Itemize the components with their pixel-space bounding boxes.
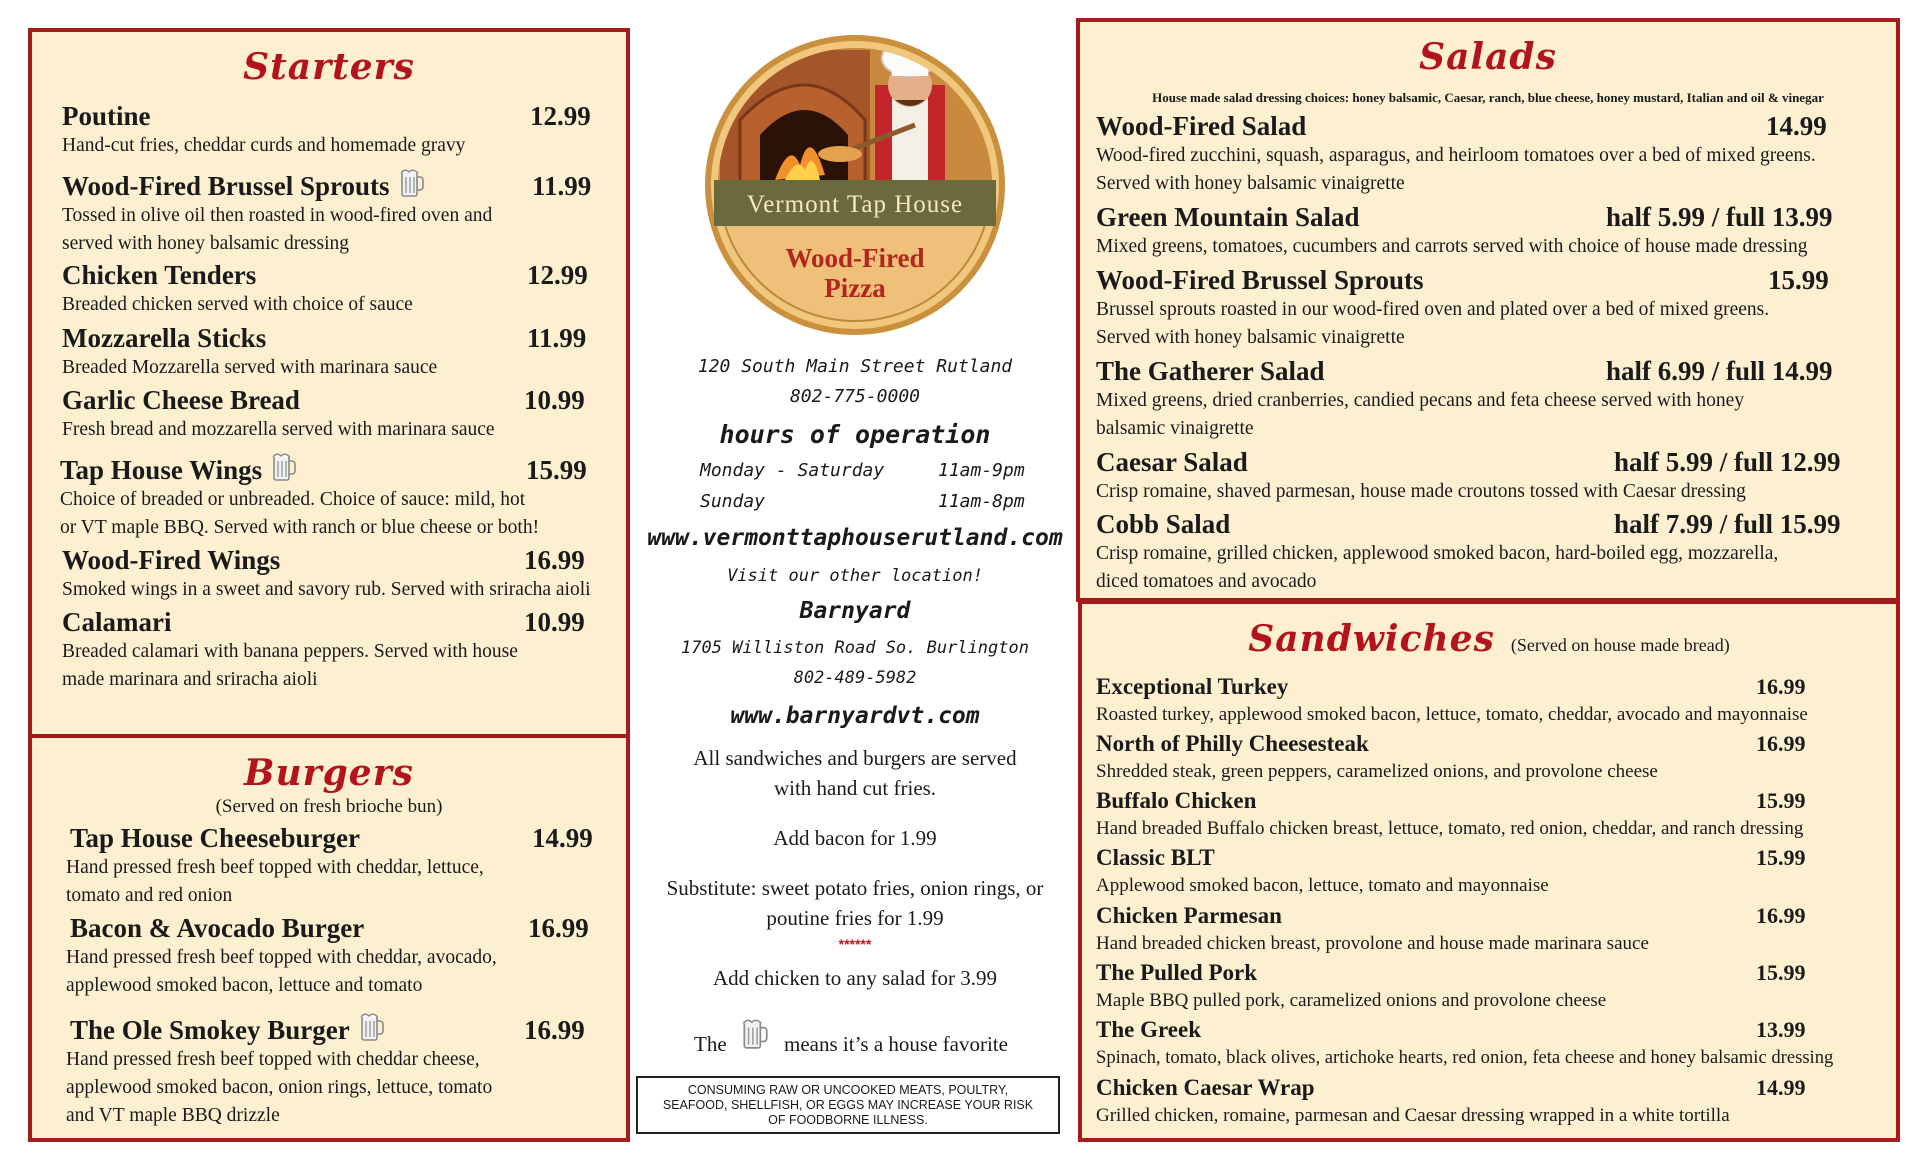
salad-item [1096,201,1886,261]
starter-price: 12.99 [530,101,591,131]
starter-item [62,384,585,444]
sandwich-name: Chicken Parmesan [1096,903,1282,928]
burger-price: 16.99 [528,913,589,943]
sandwich-item [1096,729,1896,786]
salad-item [1096,508,1886,596]
salad-desc: Wood-fired zucchini, squash, asparagus, and heirloom tomatoes over a bed of mixed greens. [1096,145,1816,166]
burger-desc: Hand pressed fresh beef topped with cheddar, lettuce, [66,857,484,878]
starters-panel [28,28,630,738]
other-location-name: Barnyard [799,598,911,624]
salad-desc: Mixed greens, tomatoes, cucumbers and carrots served with choice of house made dressing [1096,236,1808,257]
starter-item [62,544,622,604]
salad-name: Wood-Fired Salad [1096,111,1307,141]
sandwich-item [1096,1015,1896,1072]
starter-item [62,322,587,382]
burgers-title: Burgers [244,752,414,794]
starter-name: Chicken Tenders [62,260,257,290]
visit-other-location: Visit our other location! [727,566,983,586]
hours-days: Sunday [700,491,766,512]
starter-desc: served with honey balsamic dressing [62,233,350,254]
favorite-legend-prefix: The [694,1032,727,1056]
salad-item [1096,446,1886,506]
starter-desc: Tossed in olive oil then roasted in wood-fired oven and [62,205,493,226]
sandwich-price: 16.99 [1756,674,1806,699]
warning-line: OF FOODBORNE ILLNESS. [768,1113,928,1127]
fries-note: with hand cut fries. [773,776,937,800]
salad-price: 14.99 [1766,111,1827,141]
salad-name: Green Mountain Salad [1096,202,1360,232]
sandwich-item [1096,958,1896,1015]
burger-desc: applewood smoked bacon, lettuce and tomato [66,975,423,996]
starter-price: 11.99 [532,171,592,201]
starter-name: Tap House Wings [60,455,263,485]
sandwich-price: 16.99 [1756,903,1806,928]
starter-price: 10.99 [524,607,585,637]
sandwich-item [1096,901,1896,958]
starter-price: 16.99 [524,545,585,575]
hours-title: hours of operation [719,420,991,449]
favorite-legend-text: means it’s a house favorite [784,1032,1008,1056]
salad-desc: Served with honey balsamic vinaigrette [1096,327,1405,348]
salad-desc: diced tomatoes and avocado [1096,571,1317,592]
hours-row [700,491,1040,512]
starter-desc: Fresh bread and mozzarella served with marinara sauce [62,419,495,440]
sandwich-price: 15.99 [1756,788,1806,813]
other-location-address: 1705 Williston Road So. Burlington [681,638,1029,658]
salads-title: Salads [1419,36,1557,78]
starter-item [62,100,591,160]
website-link[interactable]: www.vermonttaphouserutland.com [647,525,1063,551]
stars-divider: ****** [838,936,872,952]
house-favorite-mug-icon [360,1012,384,1042]
sandwich-desc: Applewood smoked bacon, lettuce, tomato and mayonnaise [1096,875,1549,896]
sandwich-desc: Hand breaded Buffalo chicken breast, lettuce, tomato, red onion, cheddar, and ranch dressing [1096,818,1804,839]
other-location-phone: 802-489-5982 [793,668,917,688]
sandwich-price: 15.99 [1756,845,1806,870]
sandwich-name: The Pulled Pork [1096,960,1258,985]
starter-item [62,259,588,319]
substitute-note: Substitute: sweet potato fries, onion rings, or [666,876,1044,900]
starter-item [62,606,585,694]
salad-name: Cobb Salad [1096,509,1231,539]
sandwich-price: 15.99 [1756,960,1806,985]
sandwich-name: Exceptional Turkey [1096,674,1289,699]
salad-item [1096,264,1886,352]
sandwich-item [1096,843,1896,900]
salad-desc: Served with honey balsamic vinaigrette [1096,173,1405,194]
starter-price: 11.99 [527,323,587,353]
starter-desc: made marinara and sriracha aioli [62,669,318,690]
salad-price: half 5.99 / full 13.99 [1606,202,1833,232]
phone: 802-775-0000 [789,386,921,407]
burger-desc: Hand pressed fresh beef topped with cheddar, avocado, [66,947,497,968]
sandwich-item [1096,672,1896,729]
sandwich-price: 13.99 [1756,1017,1806,1042]
logo-tagline-line2: Pizza [824,273,886,303]
sandwich-price: 16.99 [1756,731,1806,756]
sandwich-item [1096,786,1896,843]
warning-line: CONSUMING RAW OR UNCOOKED MEATS, POULTRY, [687,1083,1009,1097]
starter-name: Poutine [62,101,151,131]
burger-price: 16.99 [524,1015,585,1045]
fries-note: All sandwiches and burgers are served [693,746,1017,770]
house-favorite-mug-icon [400,168,424,198]
sandwich-desc: Hand breaded chicken breast, provolone and house made marinara sauce [1096,933,1649,954]
sandwich-name: Buffalo Chicken [1096,788,1257,813]
starter-price: 10.99 [524,385,585,415]
starter-item [62,170,622,258]
burger-item [66,1014,630,1130]
sandwich-desc: Shredded steak, green peppers, caramelized onions, and provolone cheese [1096,761,1658,782]
warning-line: SEAFOOD, SHELLFISH, OR EGGS MAY INCREASE YOUR RISK [662,1098,1034,1112]
starters-title: Starters [243,46,415,88]
burger-name: The Ole Smokey Burger [70,1015,350,1045]
starter-desc: Smoked wings in a sweet and savory rub. Served with sriracha aioli [62,579,591,600]
starter-name: Calamari [62,607,172,637]
burgers-panel [28,734,630,1142]
starter-name: Wood-Fired Wings [62,545,281,575]
hours-time: 11am-9pm [938,460,1025,481]
salads-dressing-note: House made salad dressing choices: honey balsamic, Caesar, ranch, blue cheese, honey mustard, Italian and oil & vinegar [1152,90,1824,105]
logo-brand-text: Vermont Tap House [746,191,964,218]
sandwich-item [1096,1073,1896,1130]
burger-name: Bacon & Avocado Burger [70,913,365,943]
salad-name: The Gatherer Salad [1096,356,1325,386]
hours-days: Monday - Saturday [700,460,885,481]
sandwich-price: 14.99 [1756,1075,1806,1100]
sandwich-name: Classic BLT [1096,845,1215,870]
logo-tagline-line1: Wood-Fired [785,243,925,273]
burger-desc: and VT maple BBQ drizzle [66,1105,280,1126]
sandwich-desc: Maple BBQ pulled pork, caramelized onions and provolone cheese [1096,990,1607,1011]
salad-desc: Crisp romaine, shaved parmesan, house made croutons tossed with Caesar dressing [1096,481,1746,502]
salad-desc: Mixed greens, dried cranberries, candied pecans and feta cheese served with honey [1096,390,1745,411]
starter-price: 15.99 [526,455,587,485]
substitute-note: poutine fries for 1.99 [766,906,944,930]
starter-desc: Choice of breaded or unbreaded. Choice of sauce: mild, hot [60,489,526,510]
starter-price: 12.99 [527,260,588,290]
burger-name: Tap House Cheeseburger [70,823,361,853]
burger-item [66,912,610,1000]
burgers-note: (Served on fresh brioche bun) [215,796,443,817]
starter-name: Garlic Cheese Bread [62,385,300,415]
salad-desc: balsamic vinaigrette [1096,418,1254,439]
sandwich-desc: Grilled chicken, romaine, parmesan and Caesar dressing wrapped in a white tortilla [1096,1105,1730,1126]
salad-price: half 5.99 / full 12.99 [1614,447,1841,477]
house-favorite-mug-icon [272,452,296,482]
hours-time: 11am-8pm [938,491,1025,512]
starter-desc: Breaded calamari with banana peppers. Served with house [62,641,518,662]
burger-desc: Hand pressed fresh beef topped with cheddar cheese, [66,1049,480,1070]
salad-price: half 7.99 / full 15.99 [1614,509,1841,539]
sandwich-desc: Roasted turkey, applewood smoked bacon, lettuce, tomato, cheddar, avocado and mayonnaise [1096,704,1808,725]
starter-desc: Hand-cut fries, cheddar curds and homemade gravy [62,135,466,156]
vermont-tap-house-logo [700,30,1010,340]
burger-desc: applewood smoked bacon, onion rings, lettuce, tomato [66,1077,493,1098]
salad-desc: Crisp romaine, grilled chicken, applewood smoked bacon, hard-boiled egg, mozzarella, [1096,543,1779,564]
salad-price: half 6.99 / full 14.99 [1606,356,1833,386]
sandwich-desc: Spinach, tomato, black olives, artichoke hearts, red onion, feta cheese and honey balsamic dressing [1096,1047,1834,1068]
salad-name: Caesar Salad [1096,447,1248,477]
house-favorite-mug-icon [742,1018,768,1050]
starter-name: Wood-Fired Brussel Sprouts [62,171,390,201]
sandwiches-panel [1078,600,1900,1142]
burger-desc: tomato and red onion [66,885,233,906]
sandwiches-note: (Served on house made bread) [1510,635,1730,655]
address: 120 South Main Street Rutland [697,356,1013,377]
chicken-note: Add chicken to any salad for 3.99 [712,966,997,990]
other-location-site[interactable]: www.barnyardvt.com [730,703,980,729]
burger-price: 14.99 [532,823,593,853]
salad-desc: Brussel sprouts roasted in our wood-fired oven and plated over a bed of mixed greens. [1096,299,1770,320]
sandwich-name: Chicken Caesar Wrap [1096,1075,1315,1100]
starter-desc: Breaded chicken served with choice of sauce [62,294,413,315]
burger-item [66,822,610,910]
starter-desc: Breaded Mozzarella served with marinara sauce [62,357,438,378]
sandwich-name: North of Philly Cheesesteak [1096,731,1369,756]
salad-item [1096,110,1886,198]
food-safety-warning [636,1076,1060,1134]
salad-name: Wood-Fired Brussel Sprouts [1096,265,1424,295]
starter-item [60,454,620,542]
bacon-note: Add bacon for 1.99 [773,826,937,850]
sandwiches-title: Sandwiches [1248,618,1495,660]
sandwiches-header [1082,618,1896,660]
salads-panel [1076,18,1900,602]
salad-item [1096,355,1886,443]
starter-desc: or VT maple BBQ. Served with ranch or blue cheese or both! [60,517,540,538]
sandwich-name: The Greek [1096,1017,1201,1042]
starter-name: Mozzarella Sticks [62,323,267,353]
salad-price: 15.99 [1768,265,1829,295]
hours-row [700,460,1040,481]
